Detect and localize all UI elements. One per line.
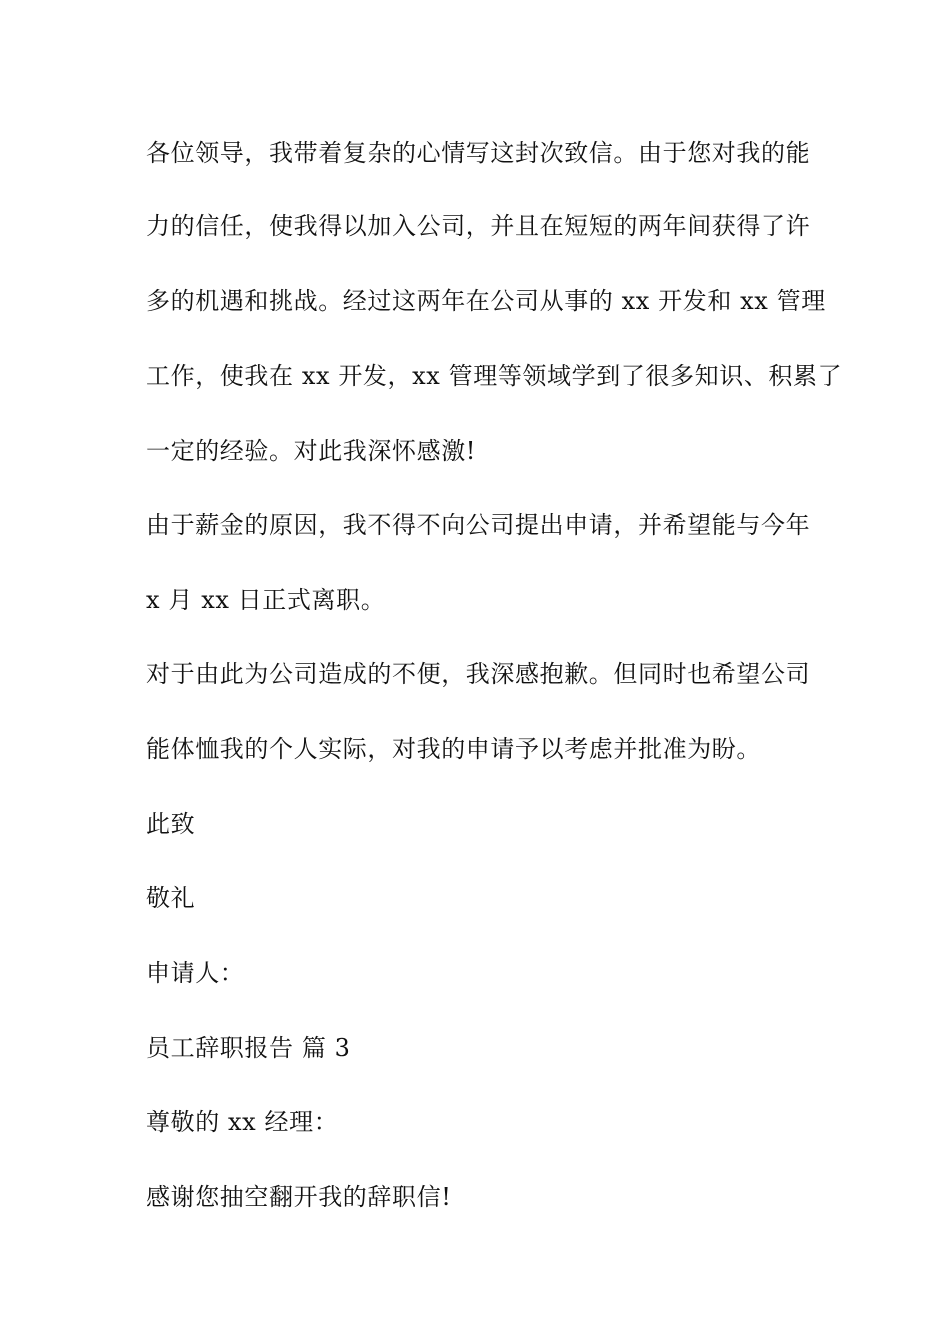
paragraph-1-line-4: 工作，使我在 xx 开发，xx 管理等领域学到了很多知识、积累了 [146,362,843,390]
section-heading: 员工辞职报告 篇 3 [146,1034,351,1062]
paragraph-1-line-5: 一定的经验。对此我深怀感激! [146,437,477,465]
paragraph-2-line-1: 由于薪金的原因，我不得不向公司提出申请，并希望能与今年 [146,511,811,539]
letter-opening: 感谢您抽空翻开我的辞职信! [146,1183,452,1211]
closing-regards: 敬礼 [146,884,196,912]
applicant-label: 申请人： [146,959,245,987]
paragraph-2-line-2: x 月 xx 日正式离职。 [146,586,386,614]
paragraph-1-line-3: 多的机遇和挑战。经过这两年在公司从事的 xx 开发和 xx 管理 [146,287,826,315]
closing-salutation: 此致 [146,810,196,838]
paragraph-3-line-1: 对于由此为公司造成的不便，我深感抱歉。但同时也希望公司 [146,660,811,688]
paragraph-1-line-2: 力的信任，使我得以加入公司，并且在短短的两年间获得了许 [146,212,811,240]
letter-greeting: 尊敬的 xx 经理： [146,1108,339,1136]
paragraph-1-line-1: 各位领导，我带着复杂的心情写这封次致信。由于您对我的能 [146,139,811,167]
paragraph-3-line-2: 能体恤我的个人实际，对我的申请予以考虑并批准为盼。 [146,735,761,763]
